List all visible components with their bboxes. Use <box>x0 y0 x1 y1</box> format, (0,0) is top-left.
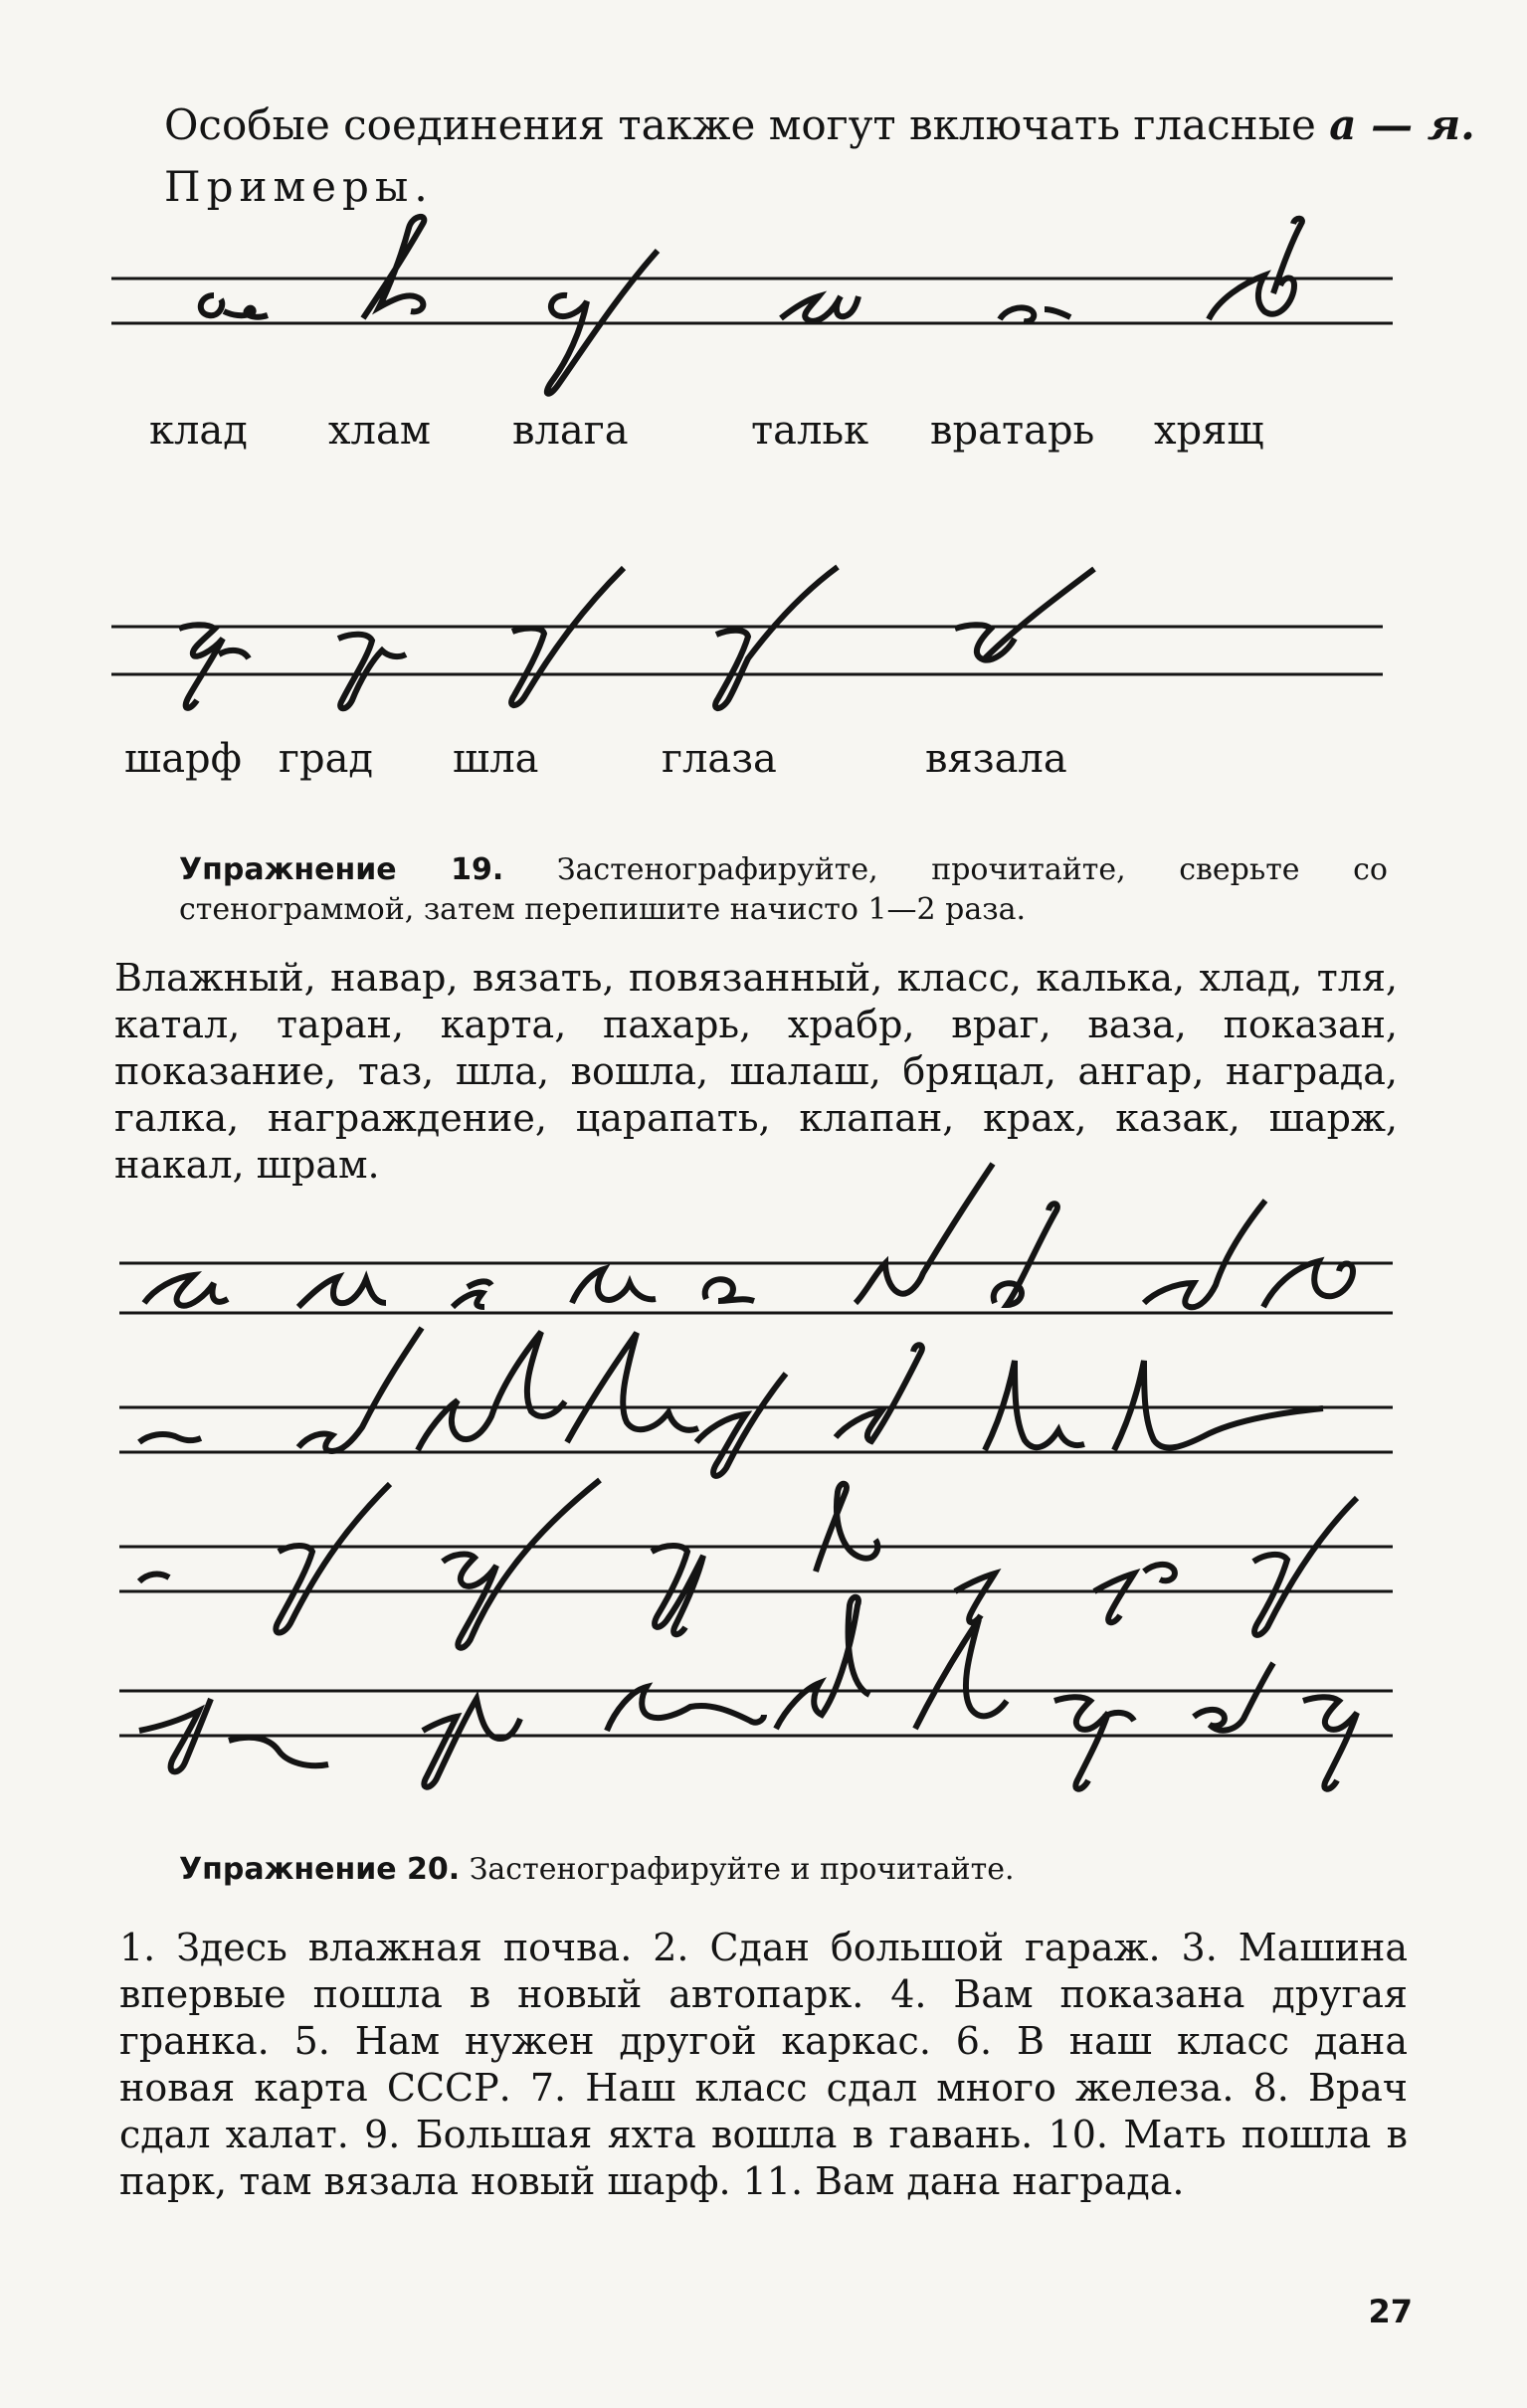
exercise-19-text: Влажный, навар, вязать, повязанный, класс, калька, хлад, тля, катал, таран, карта, пахарь, храбр, враг, ваза, показан, показание, таз, шла, вошла, шалаш, бряцал, ангар, награда, галка, награждение, царапать, клапан, крах, казак, шарж, накал, шрам. <box>114 956 1398 1187</box>
word-2: град <box>279 736 374 782</box>
exercise-20-heading <box>179 1850 1388 1890</box>
word-2: хлам <box>328 408 431 454</box>
page-number: 27 <box>1368 2293 1413 2330</box>
shorthand-exercise-block <box>0 1204 1527 1800</box>
word-5: вязала <box>925 736 1067 782</box>
intro-line1: Особые соединения также могут включать гласные <box>164 100 1316 149</box>
word-3: влага <box>512 408 629 454</box>
word-6: хрящ <box>1154 408 1264 454</box>
word-5: вратарь <box>930 408 1095 454</box>
exercise-20-text: 1. Здесь влажная почва. 2. Сдан большой гараж. 3. Машина впервые пошла в новый автопарк. 4. Вам показана другая гранка. 5. Нам нужен другой каркас. 6. В наш класс дана новая карта СССР. 7. Наш класс сдал много железа. 8. Врач сдал халат. 9. Большая яхта вошла в гавань. 10. Мать пошла в парк, там вязала новый шарф. 11. Вам дана награда. <box>119 1926 1408 2203</box>
word-4: глаза <box>662 736 777 782</box>
exercise-19-label: Упражнение 19. <box>179 852 504 887</box>
word-1: шарф <box>124 736 242 782</box>
exercise-19-instruction: Застенографируйте, прочитайте, сверьте со стенограммой, затем перепишите начисто 1—2 раза. <box>179 852 1388 927</box>
exercise-20-instruction: Застенографируйте и прочитайте. <box>469 1852 1015 1887</box>
word-4: тальк <box>751 408 869 454</box>
exercise-19-heading <box>179 850 1388 930</box>
intro-line2: Примеры. <box>164 162 434 211</box>
shorthand-row-1 <box>0 224 1527 423</box>
word-3: шла <box>453 736 539 782</box>
intro-text <box>164 94 1475 218</box>
exercise-20-label: Упражнение 20. <box>179 1852 461 1887</box>
shorthand-row-2 <box>0 567 1527 736</box>
word-1: клад <box>149 408 248 454</box>
intro-vowels: а — я. <box>1329 100 1475 149</box>
